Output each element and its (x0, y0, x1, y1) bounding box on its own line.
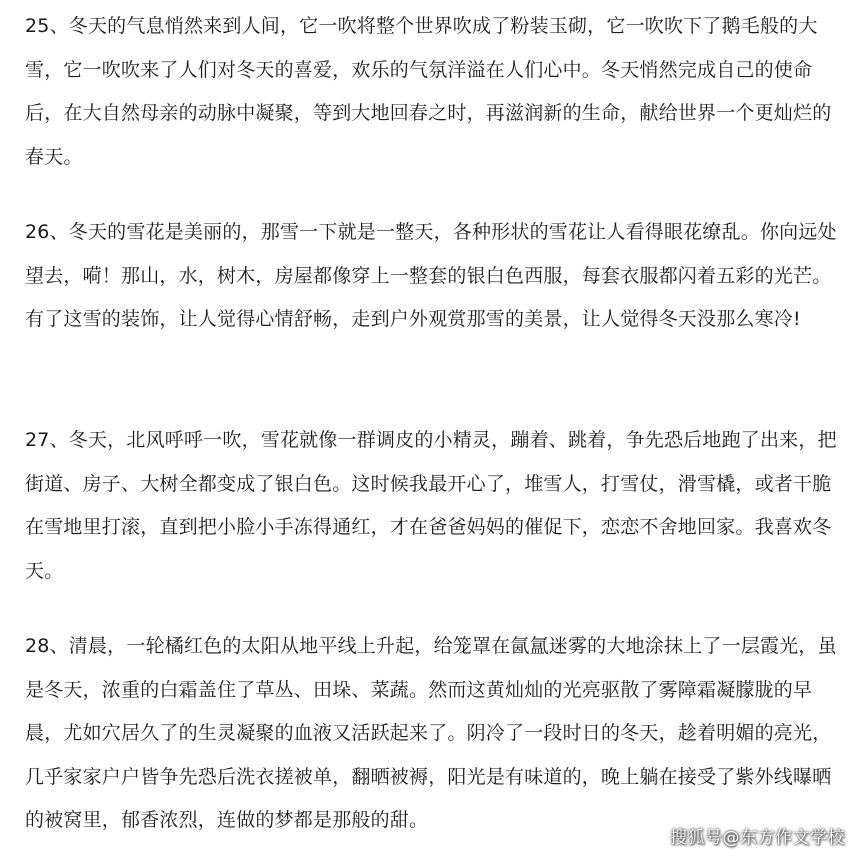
paragraph-text: 冬天的气息悄然来到人间，它一吹将整个世界吹成了粉装玉砌，它一吹吹下了鹅毛般的大雪，它一吹吹来了人们对冬天的喜爱，欢乐的气氛洋溢在人们心中。冬天悄然完成自己的使命后，在大自然母亲的动脉中凝聚，等到大地回春之时，再滋润新的生命，献给世界一个更灿烂的春天。 (25, 15, 832, 168)
paragraph-28 (25, 625, 847, 843)
paragraph-number: 26、 (25, 221, 69, 243)
paragraph-text: 冬天，北风呼呼一吹，雪花就像一群调皮的小精灵，蹦着、跳着，争先恐后地跑了出来，把街道、房子、大树全都变成了银白色。这时候我最开心了，堆雪人，打雪仗，滑雪橇，或者干脆在雪地里打滚，直到把小脸小手冻得通红，才在爸爸妈妈的催促下，恋恋不舍地回家。我喜欢冬天。 (25, 429, 837, 582)
paragraph-number: 27、 (25, 429, 69, 451)
paragraph-27 (25, 419, 847, 593)
paragraph-number: 25、 (25, 15, 69, 37)
paragraph-25 (25, 5, 847, 179)
watermark: 搜狐号@东方作文学校 (670, 828, 845, 848)
paragraph-26 (25, 211, 847, 342)
paragraph-text: 清晨，一轮橘红色的太阳从地平线上升起，给笼罩在氤氲迷雾的大地涂抹上了一层霞光，虽是冬天，浓重的白霜盖住了草丛、田垛、菜蔬。然而这黄灿灿的光亮驱散了雾障霜凝朦胧的早晨，尤如穴居久了的生灵凝聚的血液又活跃起来了。阴冷了一段时日的冬天，趁着明媚的亮光，几乎家家户户皆争先恐后洗衣搓被单，翻晒被褥，阳光是有味道的，晚上躺在接受了紫外线曝晒的被窝里，郁香浓烈，连做的梦都是那般的甜。 (25, 635, 837, 831)
paragraph-text: 冬天的雪花是美丽的，那雪一下就是一整天，各种形状的雪花让人看得眼花缭乱。你向远处望去，嗬！那山，水，树木，房屋都像穿上一整套的银白色西服，每套衣服都闪着五彩的光芒。有了这雪的装饰，让人觉得心情舒畅，走到户外观赏那雪的美景，让人觉得冬天没那么寒冷! (25, 221, 837, 330)
paragraph-number: 28、 (25, 635, 69, 657)
